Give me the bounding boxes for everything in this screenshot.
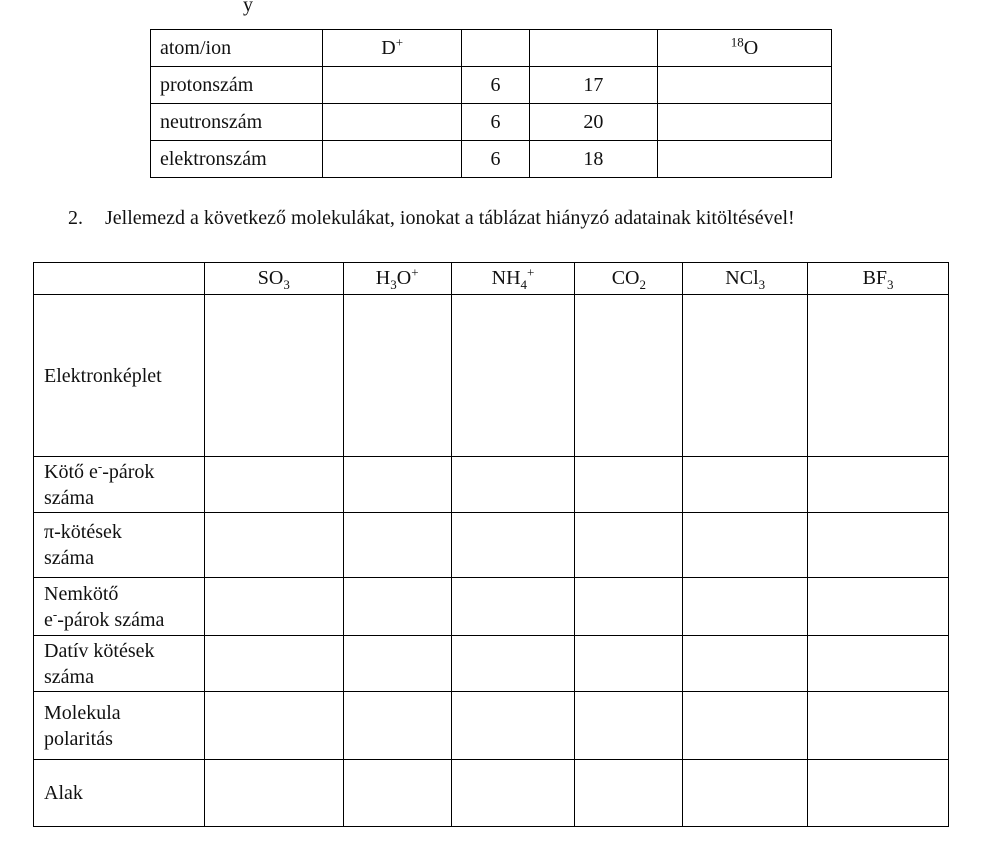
header-cell-empty [529, 30, 657, 67]
answer-cell [343, 513, 451, 578]
table-cell: 18 [529, 141, 657, 178]
formula-charge: + [527, 264, 535, 280]
formula-subscript: 3 [390, 277, 397, 292]
formula-header-co2 [575, 263, 683, 295]
formula-element: BF [862, 267, 888, 289]
row-label-line: Datív kötések [44, 639, 155, 662]
row-label-line: polaritás [44, 727, 113, 750]
answer-cell [575, 636, 683, 692]
answer-cell [343, 578, 451, 636]
answer-cell [683, 578, 808, 636]
answer-cell [204, 295, 343, 457]
answer-cell [343, 457, 451, 513]
table-cell [323, 104, 462, 141]
row-label: neutronszám [151, 104, 323, 141]
table-cell [658, 104, 832, 141]
header-corner-cell [34, 263, 205, 295]
answer-cell [451, 295, 575, 457]
answer-cell [343, 760, 451, 827]
table-row [34, 760, 949, 827]
answer-cell [683, 692, 808, 760]
table-cell [658, 141, 832, 178]
answer-cell [575, 295, 683, 457]
row-label-line: Kötő e [44, 460, 98, 483]
row-label [34, 760, 205, 827]
formula-element: NH [491, 267, 521, 289]
row-label [34, 578, 205, 636]
row-label [34, 457, 205, 513]
table-cell: 6 [462, 67, 529, 104]
formula-element: SO [257, 267, 284, 289]
atom-ion-table [150, 29, 832, 178]
row-label-line: -párok [102, 460, 155, 483]
answer-cell [204, 692, 343, 760]
table-cell [323, 141, 462, 178]
formula-header-h3o-plus [343, 263, 451, 295]
formula-element: NCl [725, 267, 759, 289]
answer-cell [575, 457, 683, 513]
header-symbol: D [381, 36, 396, 59]
answer-cell [683, 760, 808, 827]
row-label-line: száma [44, 547, 94, 569]
formula-subscript: 2 [639, 277, 647, 292]
table-row [34, 636, 949, 692]
formula-header-so3 [204, 263, 343, 295]
formula-subscript: 3 [887, 277, 894, 292]
answer-cell [575, 578, 683, 636]
row-label-line: száma [44, 486, 94, 509]
formula-subscript: 3 [758, 277, 766, 292]
formula-header-nh4-plus [451, 263, 575, 295]
answer-cell [575, 692, 683, 760]
row-label-line: Nemkötő [44, 582, 119, 605]
header-cell-o18 [658, 30, 832, 67]
molecule-table [33, 262, 949, 827]
header-cell-d-plus [323, 30, 462, 67]
answer-cell [204, 457, 343, 513]
answer-cell [451, 513, 575, 578]
table-row [151, 141, 832, 178]
table-header-row [151, 30, 832, 67]
answer-cell [451, 636, 575, 692]
table-cell [658, 67, 832, 104]
header-cell-empty [462, 30, 529, 67]
table-row [34, 457, 949, 513]
answer-cell [343, 636, 451, 692]
question-text: Jellemezd a következő molekulákat, ionokat a táblázat hiányzó adatainak kitöltésével! [105, 207, 795, 229]
row-label-line: Molekula [44, 701, 121, 724]
answer-cell [343, 692, 451, 760]
formula-header-ncl3 [683, 263, 808, 295]
cropped-text-fragment: y [243, 0, 253, 16]
answer-cell [808, 457, 949, 513]
row-label: protonszám [151, 67, 323, 104]
table-cell: 20 [529, 104, 657, 141]
formula-element: O [396, 267, 412, 289]
formula-charge: + [411, 264, 419, 280]
row-label-line: Elektronképlet [44, 364, 162, 387]
answer-cell [204, 760, 343, 827]
answer-cell [683, 513, 808, 578]
row-label [34, 295, 205, 457]
row-label: elektronszám [151, 141, 323, 178]
answer-cell [683, 457, 808, 513]
row-label [34, 513, 205, 578]
row-label-line: száma [44, 665, 94, 688]
row-label-line: e [44, 608, 53, 631]
header-charge: + [395, 33, 404, 49]
answer-cell [451, 578, 575, 636]
table-row [151, 104, 832, 141]
row-label-line: Alak [44, 782, 83, 804]
header-symbol: O [743, 36, 759, 59]
table-cell: 6 [462, 141, 529, 178]
answer-cell [575, 760, 683, 827]
answer-cell [204, 636, 343, 692]
answer-cell [343, 295, 451, 457]
answer-cell [808, 760, 949, 827]
table-cell [323, 67, 462, 104]
electron-superscript: - [97, 457, 103, 473]
question-2 [68, 207, 795, 230]
answer-cell [808, 692, 949, 760]
row-label [34, 636, 205, 692]
answer-cell [451, 692, 575, 760]
row-label [34, 692, 205, 760]
formula-element: H [375, 267, 391, 289]
question-number: 2. [68, 207, 83, 229]
answer-cell [204, 578, 343, 636]
answer-cell [808, 578, 949, 636]
formula-subscript: 3 [283, 277, 290, 292]
formula-header-bf3 [808, 263, 949, 295]
formula-subscript: 4 [520, 277, 528, 292]
table-cell: 6 [462, 104, 529, 141]
row-label-line: -párok száma [57, 608, 165, 631]
table-row [34, 295, 949, 457]
answer-cell [204, 513, 343, 578]
table-header-row [34, 263, 949, 295]
table-row [34, 692, 949, 760]
answer-cell [808, 636, 949, 692]
row-label-line: π-kötések [44, 521, 122, 543]
header-mass-number: 18 [730, 33, 744, 49]
formula-element: CO [611, 267, 640, 289]
table-cell: 17 [529, 67, 657, 104]
answer-cell [683, 295, 808, 457]
table-row [34, 578, 949, 636]
answer-cell [808, 295, 949, 457]
answer-cell [683, 636, 808, 692]
table-row [34, 513, 949, 578]
table-row [151, 67, 832, 104]
answer-cell [808, 513, 949, 578]
electron-superscript: - [52, 605, 58, 621]
answer-cell [451, 760, 575, 827]
answer-cell [575, 513, 683, 578]
header-label-cell: atom/ion [151, 30, 323, 67]
answer-cell [451, 457, 575, 513]
